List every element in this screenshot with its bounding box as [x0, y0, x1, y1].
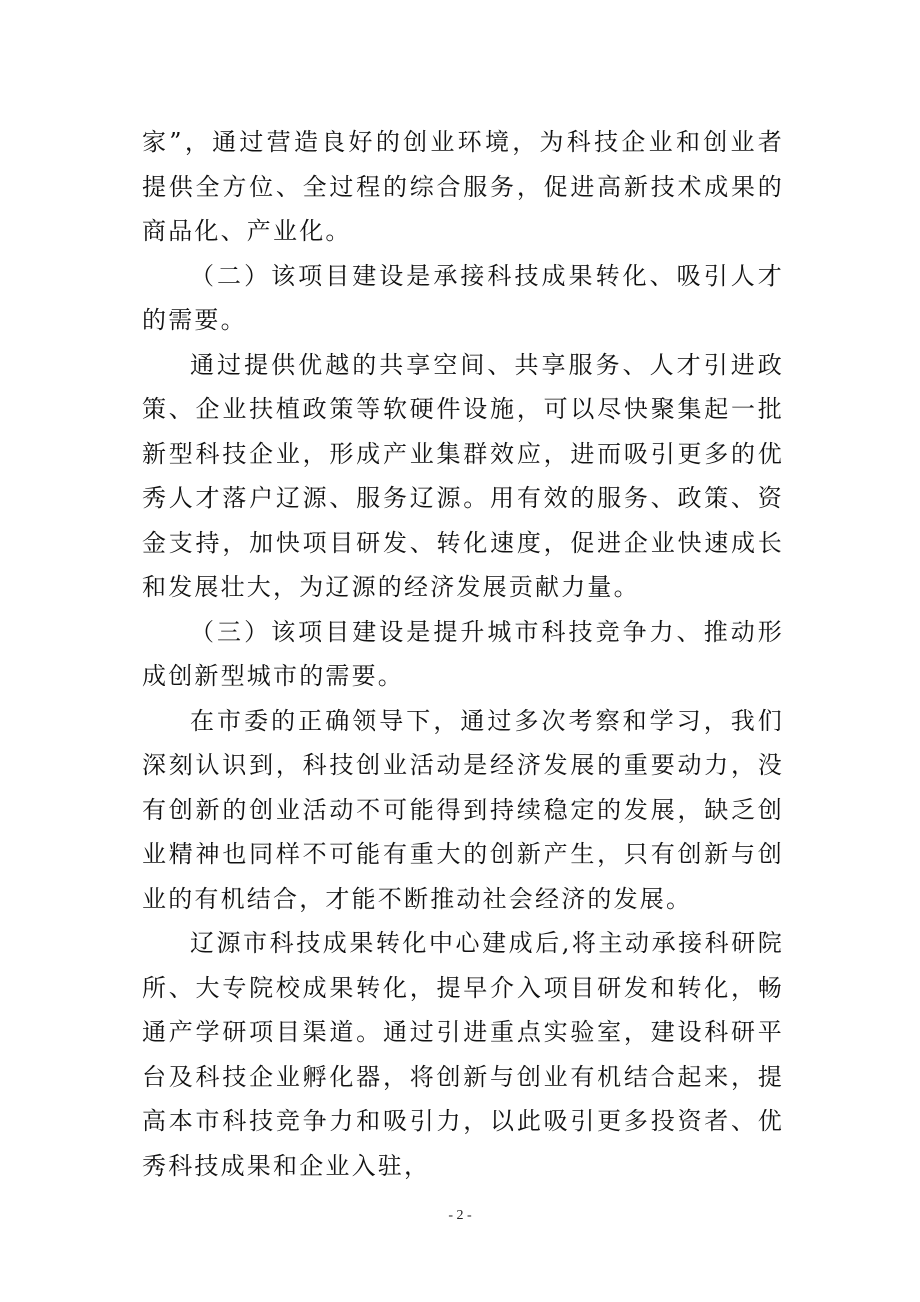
section-heading-2: （二）该项目建设是承接科技成果转化、吸引人才的需要。: [142, 261, 784, 334]
paragraph-innovation: 在市委的正确领导下，通过多次考察和学习，我们深刻认识到，科技创业活动是经济发展的重要动力，没有创新的创业活动不可能得到持续稳定的发展，缺乏创业精神也同样不可能有重大的创新产生，只有创新与创业的有机结合，才能不断推动社会经济的发展。: [142, 706, 784, 913]
page-number: - 2 -: [448, 1208, 472, 1223]
section-heading-3: （三）该项目建设是提升城市科技竞争力、推动形成创新型城市的需要。: [142, 617, 784, 690]
paragraph-continuation: 家”，通过营造良好的创业环境，为科技企业和创业者提供全方位、全过程的综合服务，促进高新技术成果的商品化、产业化。: [142, 128, 784, 245]
document-body: [142, 120, 784, 1188]
paragraph-center: 辽源市科技成果转化中心建成后,将主动承接科研院所、大专院校成果转化，提早介入项目研发和转化，畅通产学研项目渠道。通过引进重点实验室，建设科研平台及科技企业孵化器，将创新与创业有机结合起来，提高本市科技竞争力和吸引力，以此吸引更多投资者、优秀科技成果和企业入驻，: [142, 929, 784, 1180]
paragraph-talent: 通过提供优越的共享空间、共享服务、人才引进政策、企业扶植政策等软硬件设施，可以尽快聚集起一批新型科技企业，形成产业集群效应，进而吸引更多的优秀人才落户辽源、服务辽源。用有效的服务、政策、资金支持，加快项目研发、转化速度，促进企业快速成长和发展壮大，为辽源的经济发展贡献力量。: [142, 350, 784, 601]
